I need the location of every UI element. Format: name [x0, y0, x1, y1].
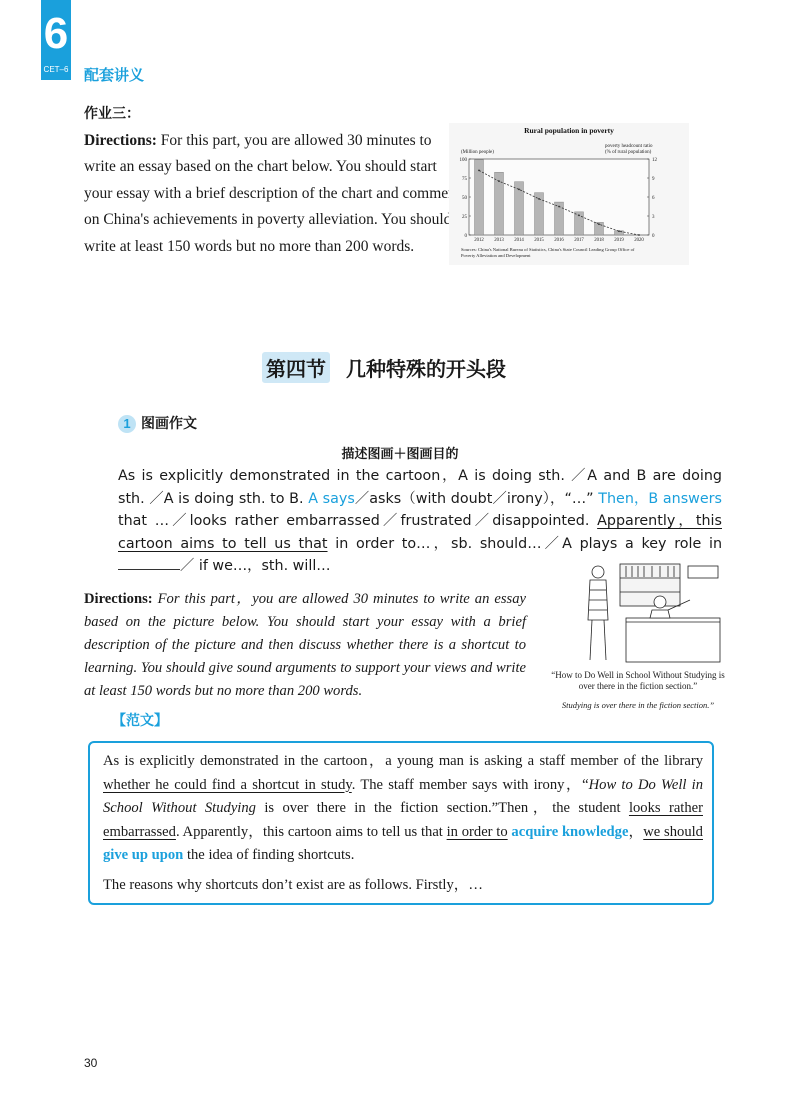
x-tick-label: 2018 [594, 238, 604, 243]
essay-highlight: acquire knowledge [511, 823, 629, 840]
chart-y2label-2: (% of rural population) [605, 150, 652, 155]
essay-highlight: give up upon [103, 847, 184, 864]
template-part: in order to…，sb. should…／A plays a key role in [327, 535, 723, 552]
ratio-point [558, 206, 560, 208]
x-tick-label: 2019 [614, 238, 624, 243]
cartoon-caption-italic: Studying is over there in the fiction section.” [561, 700, 715, 710]
essay-directions [84, 588, 526, 703]
ratio-point [578, 214, 580, 216]
y-tick-label: 100 [459, 158, 467, 163]
homework-directions [84, 128, 464, 260]
template-highlight: Then，B answers [598, 490, 722, 507]
ratio-point [478, 170, 480, 172]
x-tick-label: 2012 [474, 238, 484, 243]
subsection-heading [118, 413, 197, 433]
ratio-point [618, 230, 620, 232]
model-essay-paragraph-2: The reasons why shortcuts don’t exist are as follows. Firstly，… [103, 877, 483, 893]
template-part: that …／looks rather embarrassed／frustrated／disappointed. [118, 513, 598, 530]
exam-tag: CET–6 [41, 64, 71, 76]
x-tick-label: 2013 [494, 238, 504, 243]
x-tick-label: 2014 [514, 238, 524, 243]
template-underlined: Apparently，this cartoon aims to tell us that [118, 513, 722, 552]
y-tick-label: 50 [462, 196, 467, 201]
chart-plot-area [460, 158, 658, 243]
x-tick-label: 2016 [554, 238, 564, 243]
ratio-point [598, 223, 600, 225]
essay-directions-text: For this part，you are allowed 30 minutes to write an essay based on the picture below. You should start your essay with a brief description of the picture and then discuss whether there is a shortcut to learning. You should give sound arguments to support your views and write at least 150 words but no more than 200 words. [84, 591, 526, 700]
section-badge: 第四节 [262, 352, 330, 383]
section-title: 几种特殊的开头段 [346, 359, 506, 381]
essay-text: the idea of finding shortcuts. [183, 847, 355, 864]
header-title: 配套讲义 [84, 66, 145, 84]
y2-tick-label: 3 [652, 215, 655, 220]
chart-title: Rural population in poverty [524, 126, 614, 135]
chart-ylabel: (Million people) [461, 150, 494, 155]
essay-underlined: whether he could find a shortcut in study [103, 776, 352, 793]
y2-tick-label: 12 [652, 158, 657, 163]
template-highlight: A says [308, 490, 355, 507]
subsection-number-badge: 1 [118, 415, 136, 433]
chart-y2label-1: poverty headcount ratio [605, 144, 653, 149]
subsection-title: 图画作文 [141, 416, 197, 432]
ratio-point [498, 180, 500, 182]
section-heading [262, 352, 506, 383]
template-part: As is explicitly demonstrated in the cartoon，A is doing sth. ／A and B are doing sth. ／A is doing sth. to B. [118, 468, 722, 507]
template-label: 描述图画＋图画目的 [341, 447, 459, 462]
y2-tick-label: 6 [652, 196, 655, 201]
x-tick-label: 2020 [634, 238, 644, 243]
ratio-point [538, 198, 540, 200]
template-part: ／asks（with doubt／irony），“…” [354, 490, 599, 507]
essay-text: . Apparently，this cartoon aims to tell us that [175, 823, 447, 840]
page-number: 30 [84, 1056, 98, 1070]
x-tick-label: 2015 [534, 238, 544, 243]
ratio-point [518, 189, 520, 191]
essay-underlined: we should [643, 823, 703, 840]
y2-tick-label: 0 [652, 234, 655, 239]
ratio-point [638, 234, 640, 236]
library-cartoon [560, 560, 722, 664]
model-essay-paragraph-1 [103, 750, 703, 868]
directions-label: Directions: [84, 132, 157, 149]
poverty-chart [449, 123, 689, 265]
y-tick-label: 25 [462, 215, 467, 220]
homework-title: 作业三： [84, 106, 140, 122]
essay-underlined: looks rather embarrassed [103, 800, 703, 840]
essay-text: is over there in the fiction section.”Then，the student [255, 800, 629, 817]
directions-text: For this part, you are allowed 30 minutes to write an essay based on the chart below. You should start your essay with a brief description of the chart and comment on China's achievements in poverty alleviation. You should write at least 150 words but no more than 200 words. [84, 132, 461, 255]
template-part: ／ if we…，sth. will… [180, 558, 331, 575]
chapter-number: 6 [43, 9, 69, 58]
y2-tick-label: 9 [652, 177, 655, 182]
x-tick-label: 2017 [574, 238, 584, 243]
essay-text: ， [628, 823, 644, 840]
book-title: How to Do Well in School Without Studying [103, 776, 703, 817]
y-tick-label: 75 [462, 177, 467, 182]
fill-blank [118, 555, 180, 570]
y-tick-label: 0 [464, 234, 467, 239]
essay-underlined: in order to [446, 823, 508, 840]
essay-text: . The staff member says with irony，“ [351, 776, 589, 793]
cartoon-caption: “How to Do Well in School Without Studying is over there in the fiction section.” [551, 670, 725, 691]
essay-directions-label: Directions: [84, 591, 153, 607]
essay-text: As is explicitly demonstrated in the cartoon，a young man is asking a staff member of the library [103, 753, 703, 769]
chart-source: Sources: China's National Bureau of Statistics, China's State Council Leading Group Office of Poverty Alleviation and Development [461, 247, 635, 258]
model-essay-label: 【范文】 [112, 713, 168, 729]
